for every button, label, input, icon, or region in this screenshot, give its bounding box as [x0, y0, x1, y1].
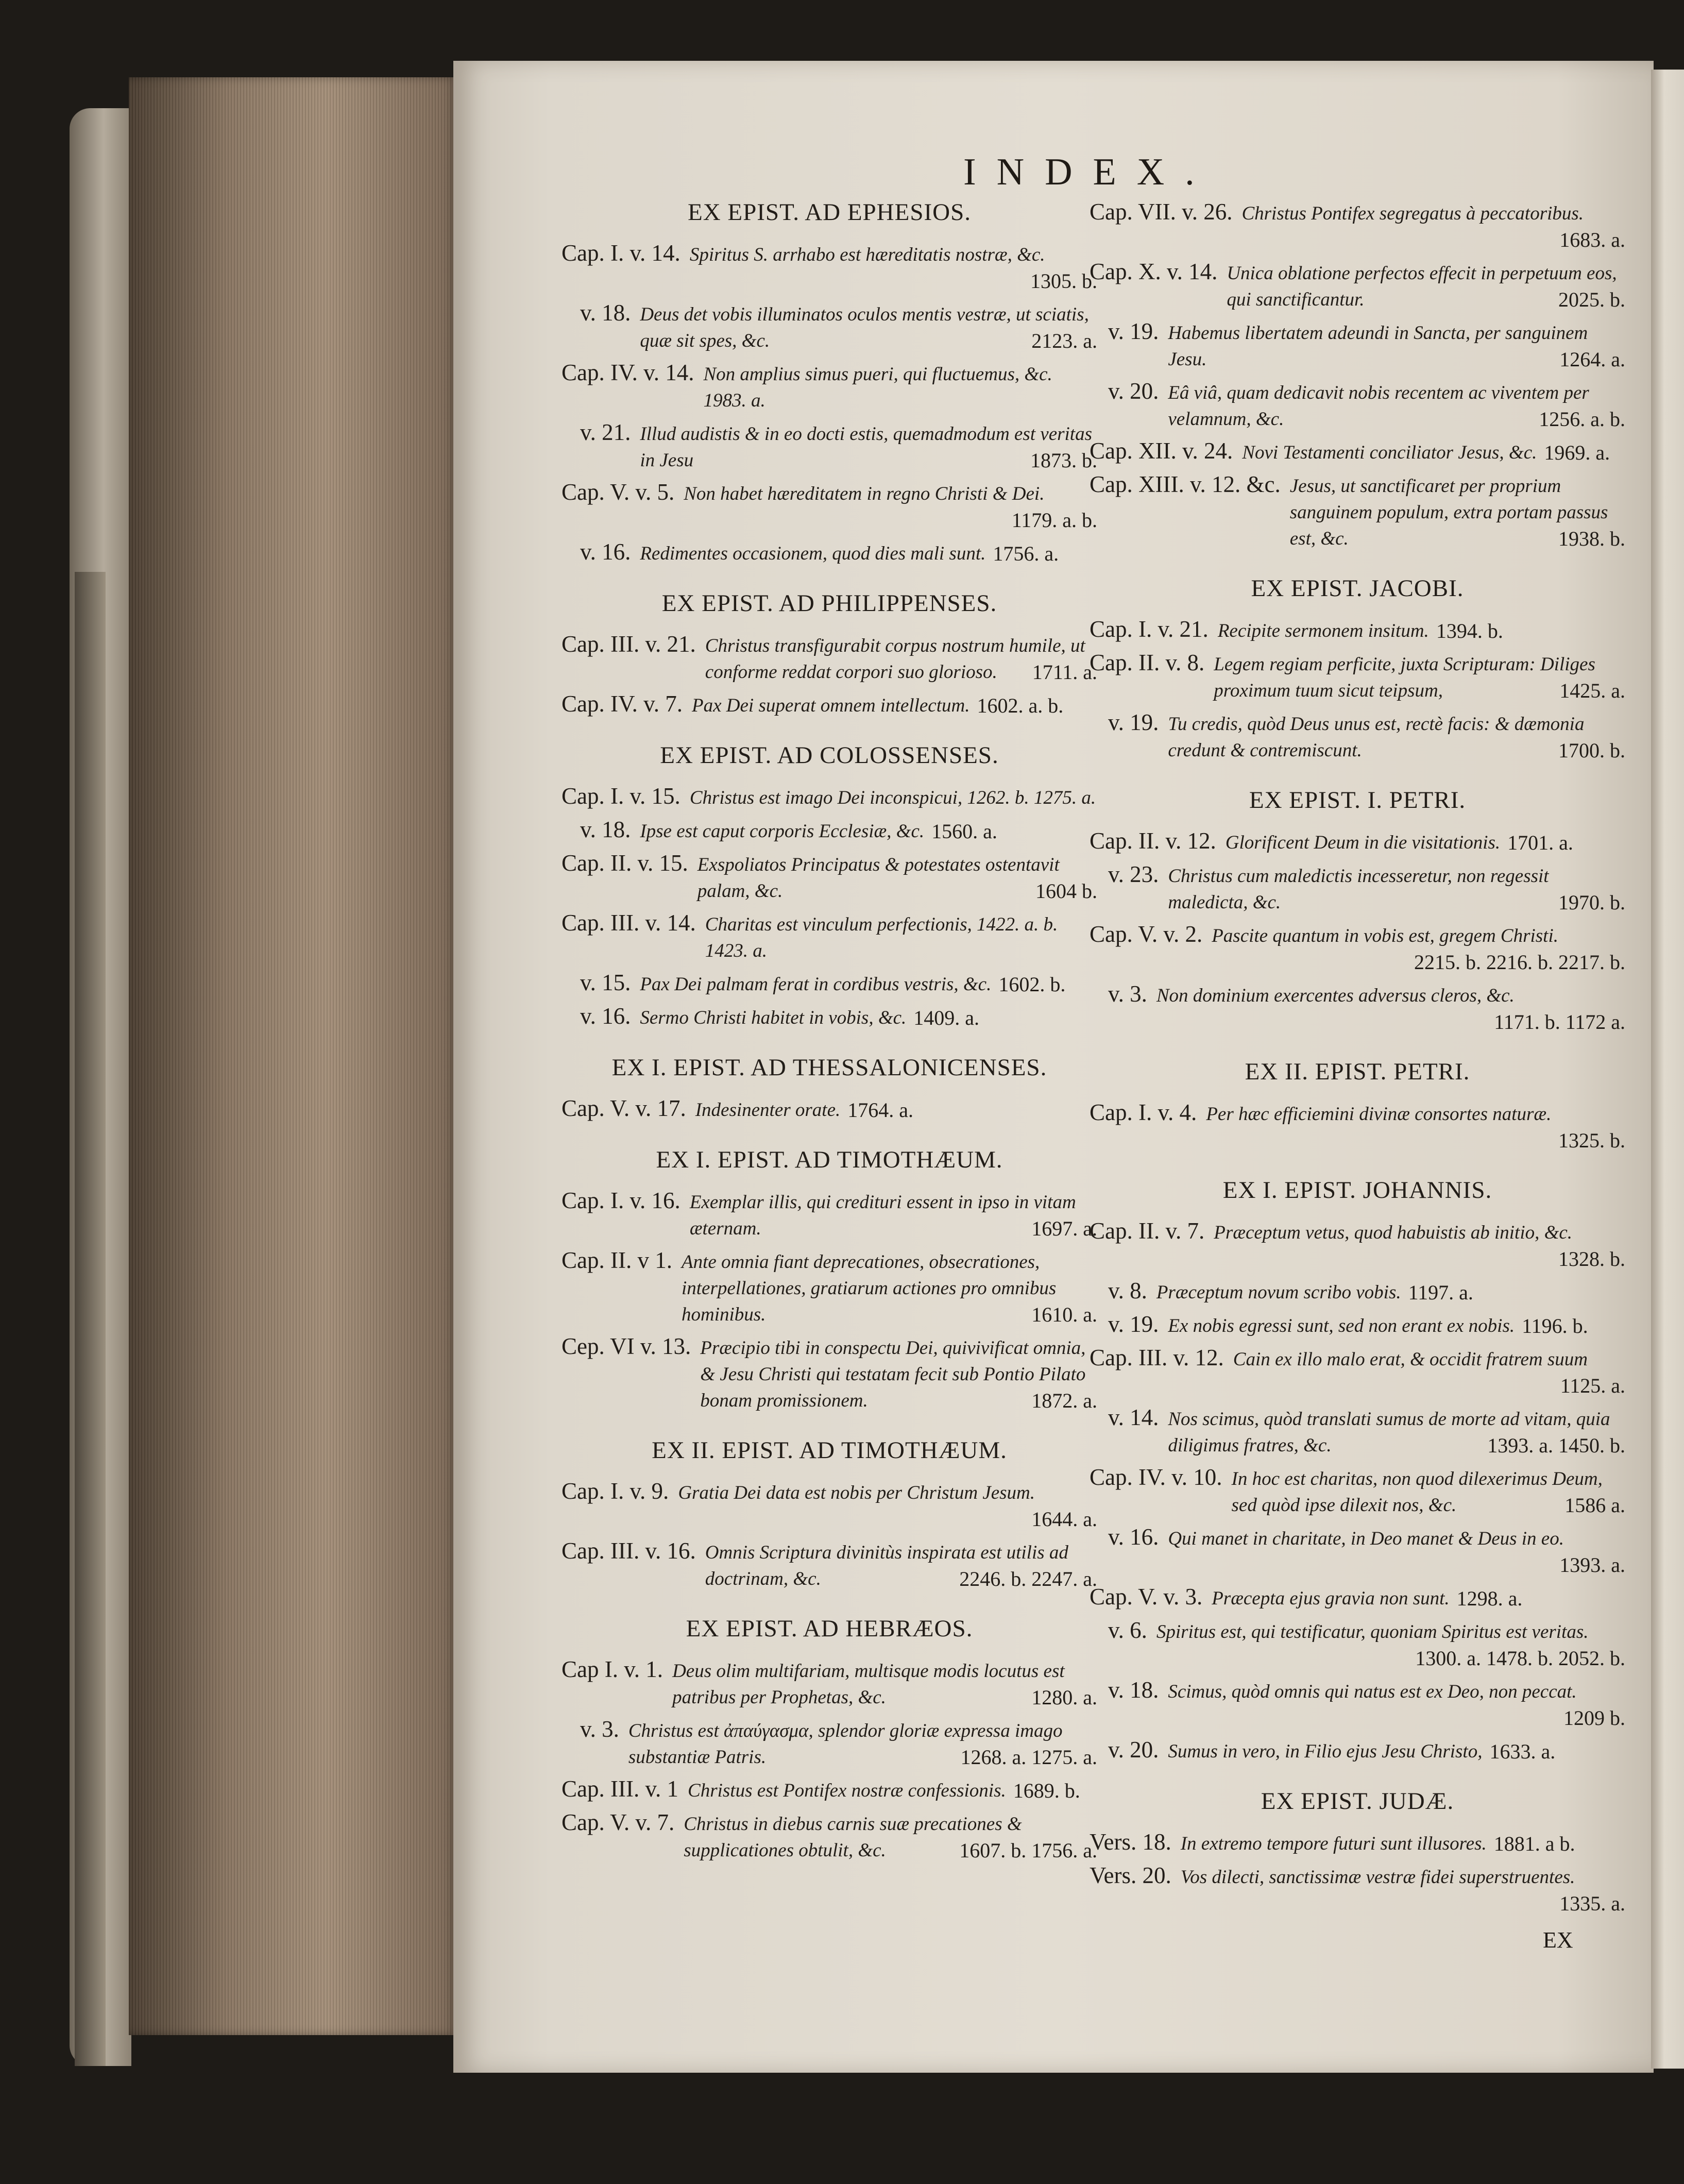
- section-title: EX EPIST. AD EPHESIOS.: [688, 199, 971, 226]
- entry-reference: Cap. X. v. 14.: [1090, 259, 1218, 284]
- entry-reference: Cap. I. v. 4.: [1090, 1099, 1197, 1125]
- entry-reference: v. 21.: [580, 419, 631, 445]
- index-entry: [1090, 1617, 1625, 1671]
- entry-text: Novi Testamenti conciliator Jesus, &c.: [1242, 442, 1537, 463]
- entry-pages: 1264. a.: [1559, 348, 1625, 371]
- index-entry: [562, 690, 1097, 719]
- index-entry: [1090, 1217, 1625, 1272]
- entry-text: Qui manet in charitate, in Deo manet & Deus in eo.: [1168, 1528, 1564, 1549]
- index-section: [562, 1436, 1097, 1592]
- index-section: [562, 741, 1097, 1031]
- entry-text: Exemplar illis, qui credituri essent in ipso in vitam æternam.: [689, 1192, 1076, 1239]
- entry-text: Præceptum vetus, quod habuistis ab initio, &c.: [1214, 1222, 1573, 1243]
- section-title: EX I. EPIST. AD THESSALONICENSES.: [611, 1054, 1047, 1081]
- entry-pages: 1586 a.: [1564, 1494, 1625, 1517]
- entry-text: Christus est ἀπαύγασμα, splendor gloriæ expressa imago substantiæ Patris.: [628, 1720, 1063, 1768]
- index-entry: [1090, 709, 1625, 764]
- entry-pages: 1409. a.: [913, 1006, 980, 1029]
- entry-text: Unica oblatione perfectos effecit in perpetuum eos, qui sanctificantur.: [1227, 263, 1617, 310]
- section-title: EX I. EPIST. AD TIMOTHÆUM.: [656, 1146, 1003, 1173]
- entry-text: Christus est Pontifex nostræ confessionis.: [688, 1780, 1006, 1801]
- entry-text: Christus Pontifex segregatus à peccatoribus.: [1241, 203, 1584, 224]
- entry-text: Redimentes occasionem, quod dies mali sunt.: [640, 543, 986, 564]
- entry-pages: 1683. a.: [1559, 228, 1625, 251]
- entry-text: Non amplius simus pueri, qui fluctuemus, &c. 1983. a.: [703, 364, 1052, 411]
- index-entry: [562, 1537, 1097, 1592]
- entry-pages: 1268. a. 1275. a.: [960, 1746, 1097, 1769]
- index-entry: [1090, 861, 1625, 916]
- entry-reference: v. 3.: [1108, 981, 1147, 1007]
- entry-pages: 1325. b.: [1558, 1129, 1625, 1152]
- index-entry: [1090, 980, 1625, 1035]
- book-cover-left: [70, 108, 131, 2066]
- entry-pages: 1602. b.: [998, 973, 1066, 996]
- cover-edge: [75, 572, 106, 2066]
- entry-reference: Vers. 18.: [1090, 1829, 1171, 1855]
- entry-text: Cain ex illo malo erat, & occidit fratrem suum: [1233, 1349, 1588, 1370]
- section-title: EX I. EPIST. JOHANNIS.: [1222, 1177, 1492, 1204]
- entry-pages: 1209 b.: [1563, 1706, 1625, 1730]
- entry-text: Præcipio tibi in conspectu Dei, quivivificat omnia, & Jesu Christi qui testatam fecit sub Pontio Pilato bonam promissionem.: [700, 1338, 1086, 1411]
- entry-text: Exspoliatos Principatus & potestates ostentavit palam, &c.: [697, 854, 1060, 902]
- index-entry: [562, 1333, 1097, 1414]
- entry-reference: v. 16.: [1108, 1524, 1159, 1550]
- entry-reference: Cap. V. v. 2.: [1090, 921, 1203, 947]
- index-entry: [562, 538, 1097, 567]
- entry-pages: 1280. a.: [1031, 1686, 1097, 1709]
- entry-text: Deus olim multifariam, multisque modis locutus est patribus per Prophetas, &c.: [672, 1661, 1065, 1708]
- entry-reference: Cap. I. v. 15.: [562, 783, 681, 809]
- entry-reference: Cap. V. v. 3.: [1090, 1584, 1203, 1610]
- entry-pages: 2215. b. 2216. b. 2217. b.: [1414, 951, 1625, 974]
- entry-text: Sermo Christi habitet in vobis, &c.: [640, 1007, 907, 1028]
- entry-text: Christus in diebus carnis suæ precationes & supplicationes obtulit, &c.: [684, 1814, 1022, 1861]
- entry-reference: v. 19.: [1108, 318, 1159, 344]
- index-entry: [562, 1095, 1097, 1123]
- index-entry: [1090, 1404, 1625, 1459]
- index-entry: [562, 850, 1097, 904]
- index-entry: [562, 1003, 1097, 1031]
- index-entry: [1090, 1736, 1625, 1765]
- entry-reference: Cap I. v. 1.: [562, 1656, 664, 1682]
- entry-pages: 1697. a.: [1031, 1217, 1097, 1240]
- section-title: EX EPIST. I. PETRI.: [1249, 787, 1466, 814]
- entry-text: In extremo tempore futuri sunt illusores.: [1180, 1833, 1487, 1854]
- entry-text: Habemus libertatem adeundi in Sancta, per sanguinem Jesu.: [1168, 323, 1588, 370]
- entry-pages: 1256. a. b.: [1539, 408, 1625, 431]
- page-stack-edge: [129, 77, 458, 2035]
- entry-reference: Cap. V. v. 5.: [562, 479, 675, 505]
- entry-text: Spiritus est, qui testificatur, quoniam Spiritus est veritas.: [1156, 1621, 1589, 1643]
- index-entry: [1090, 1099, 1625, 1154]
- index-entry: [1090, 616, 1625, 644]
- index-entry: [1090, 1583, 1625, 1612]
- index-entry: [562, 1187, 1097, 1242]
- entry-reference: Cap. V. v. 7.: [562, 1809, 675, 1835]
- entry-pages: 1633. a.: [1489, 1740, 1556, 1763]
- index-entry: [1090, 437, 1625, 466]
- entry-text: Glorificent Deum in die visitationis.: [1225, 832, 1501, 853]
- entry-text: Ante omnia fiant deprecationes, obsecrationes, interpellationes, gratiarum actiones pro omnibus hominibus.: [681, 1251, 1057, 1325]
- entry-reference: Cap. IV. v. 7.: [562, 691, 683, 717]
- entry-reference: Cap. I. v. 9.: [562, 1478, 669, 1504]
- entry-text: Omnis Scriptura divinitùs inspirata est utilis ad doctrinam, &c.: [705, 1542, 1068, 1589]
- index-entry: [1090, 1344, 1625, 1399]
- entry-reference: Cap. I. v. 16.: [562, 1188, 681, 1213]
- entry-text: Eâ viâ, quam dedicavit nobis recentem ac viventem per velamnum, &c.: [1168, 382, 1589, 430]
- entry-text: Vos dilecti, sanctissimæ vestræ fidei superstruentes.: [1180, 1867, 1575, 1888]
- entry-reference: v. 20.: [1108, 1737, 1159, 1763]
- entry-text: Deus det vobis illuminatos oculos mentis vestræ, ut sciatis, quæ sit spes, &c.: [640, 304, 1089, 351]
- entry-pages: 1305. b.: [1030, 269, 1097, 293]
- index-section: [562, 589, 1097, 719]
- index-entry: [1090, 827, 1625, 856]
- index-section: [562, 1615, 1097, 1864]
- entry-pages: 1756. a.: [993, 542, 1059, 565]
- entry-reference: v. 19.: [1108, 709, 1159, 735]
- entry-pages: 1298. a.: [1456, 1587, 1523, 1610]
- entry-pages: 1425. a.: [1559, 679, 1625, 702]
- entry-reference: Cap. III. v. 16.: [562, 1538, 696, 1564]
- index-entry: [562, 240, 1097, 294]
- entry-reference: v. 23.: [1108, 861, 1159, 887]
- entry-reference: Cap. IV. v. 14.: [562, 360, 694, 385]
- entry-pages: 1970. b.: [1558, 891, 1625, 914]
- entry-text: Legem regiam perficite, juxta Scripturam: Diliges proximum tuum sicut teipsum,: [1214, 654, 1595, 701]
- index-entry: [1090, 258, 1625, 313]
- index-entry: [1090, 1311, 1625, 1339]
- entry-text: Per hæc efficiemini divinæ consortes naturæ.: [1206, 1104, 1552, 1125]
- entry-reference: Cap. I. v. 21.: [1090, 616, 1209, 642]
- entry-reference: Cap. IV. v. 10.: [1090, 1464, 1222, 1490]
- entry-pages: 1711. a.: [1032, 661, 1097, 684]
- entry-reference: v. 16.: [580, 539, 631, 565]
- index-entry: [562, 909, 1097, 964]
- entry-reference: Cap. III. v. 12.: [1090, 1345, 1224, 1370]
- entry-text: Pax Dei superat omnem intellectum.: [692, 695, 970, 716]
- entry-text: Tu credis, quòd Deus unus est, rectè facis: & dæmonia credunt & contremiscunt.: [1168, 714, 1585, 761]
- entry-reference: Cap. VII. v. 26.: [1090, 199, 1233, 225]
- entry-pages: 1610. a.: [1031, 1303, 1097, 1326]
- index-entry: [562, 299, 1097, 354]
- entry-pages: 2246. b. 2247. a.: [959, 1567, 1097, 1590]
- right-column: [1090, 198, 1625, 1922]
- entry-reference: Cap. V. v. 17.: [562, 1095, 686, 1121]
- entry-pages: 1393. a. 1450. b.: [1487, 1434, 1625, 1457]
- entry-pages: 1560. a.: [931, 820, 997, 843]
- index-section: [562, 1146, 1097, 1414]
- facing-page-edge: [1651, 70, 1684, 2069]
- index-entry: [1090, 1677, 1625, 1731]
- index-entry: [562, 816, 1097, 844]
- index-entry: [562, 1716, 1097, 1770]
- section-title: EX II. EPIST. PETRI.: [1245, 1058, 1470, 1085]
- entry-text: Christus transfigurabit corpus nostrum humile, ut conforme reddat corpori suo glorioso.: [705, 635, 1085, 683]
- index-entry: [1090, 921, 1625, 975]
- entry-text: Ipse est caput corporis Ecclesiæ, &c.: [640, 821, 925, 842]
- index-entry: [1090, 1464, 1625, 1518]
- index-entry: [1090, 1829, 1625, 1857]
- index-section: [1090, 786, 1625, 1035]
- entry-pages: 2123. a.: [1031, 329, 1097, 352]
- entry-reference: Cap. II. v. 15.: [562, 850, 688, 876]
- entry-text: Spiritus S. arrhabo est hæreditatis nostræ, &c.: [689, 244, 1045, 265]
- index-section: [1090, 1787, 1625, 1917]
- entry-reference: Cap. II. v. 8.: [1090, 650, 1205, 675]
- entry-text: In hoc est charitas, non quod dilexerimus Deum, sed quòd ipse dilexit nos, &c.: [1231, 1468, 1603, 1516]
- entry-reference: v. 16.: [580, 1003, 631, 1029]
- index-entry: [562, 1247, 1097, 1328]
- entry-pages: 1700. b.: [1558, 739, 1625, 762]
- entry-pages: 1335. a.: [1559, 1892, 1625, 1915]
- entry-pages: 1607. b. 1756. a.: [959, 1839, 1097, 1862]
- entry-text: Scimus, quòd omnis qui natus est ex Deo, non peccat.: [1168, 1681, 1577, 1702]
- index-entry: [1090, 649, 1625, 704]
- entry-text: Charitas est vinculum perfectionis, 1422. a. b. 1423. a.: [705, 914, 1058, 961]
- entry-pages: 1179. a. b.: [1011, 509, 1097, 532]
- index-entry: [562, 1809, 1097, 1864]
- entry-pages: 1872. a.: [1031, 1389, 1097, 1412]
- entry-text: Pascite quantum in vobis est, gregem Christi.: [1212, 925, 1558, 946]
- entry-pages: 1644. a.: [1031, 1508, 1097, 1531]
- entry-pages: 1196. b.: [1522, 1314, 1588, 1338]
- section-title: EX II. EPIST. AD TIMOTHÆUM.: [652, 1437, 1007, 1464]
- entry-reference: v. 14.: [1108, 1404, 1159, 1430]
- index-entry: [1090, 318, 1625, 373]
- entry-text: Christus cum maledictis incesseretur, non regessit maledicta, &c.: [1168, 866, 1549, 913]
- entry-reference: Cep. VI v. 13.: [562, 1333, 691, 1359]
- entry-pages: 1328. b.: [1558, 1247, 1625, 1271]
- entry-reference: Cap. III. v. 21.: [562, 631, 696, 657]
- entry-pages: 1881. a b.: [1493, 1832, 1575, 1855]
- entry-text: Gratia Dei data est nobis per Christum Jesum.: [678, 1482, 1035, 1503]
- index-entry: [1090, 1523, 1625, 1578]
- entry-reference: Cap. XIII. v. 12. &c.: [1090, 471, 1281, 497]
- entry-pages: 1969. a.: [1544, 441, 1610, 464]
- entry-reference: v. 19.: [1108, 1311, 1159, 1337]
- entry-text: Jesus, ut sanctificaret per proprium sanguinem populum, extra portam passus est, &c.: [1289, 476, 1608, 549]
- index-entry: [562, 1478, 1097, 1532]
- entry-reference: v. 18.: [580, 817, 631, 842]
- entry-reference: Cap. II. v 1.: [562, 1247, 672, 1273]
- entry-text: Præcepta ejus gravia non sunt.: [1212, 1588, 1450, 1609]
- index-entry: [562, 1775, 1097, 1804]
- entry-reference: v. 20.: [1108, 378, 1159, 404]
- page-header: INDEX.: [963, 151, 1215, 193]
- index-section: [1090, 198, 1625, 552]
- entry-reference: v. 8.: [1108, 1278, 1147, 1303]
- entry-text: Nos scimus, quòd translati sumus de morte ad vitam, quia diligimus fratres, &c.: [1168, 1409, 1610, 1456]
- entry-reference: Cap. XII. v. 24.: [1090, 438, 1233, 464]
- entry-text: Præceptum novum scribo vobis.: [1156, 1282, 1401, 1303]
- index-section: [1090, 574, 1625, 764]
- entry-reference: v. 6.: [1108, 1617, 1147, 1643]
- entry-text: Non dominium exercentes adversus cleros, &c.: [1156, 985, 1515, 1006]
- index-entry: [1090, 198, 1625, 253]
- entry-reference: Cap. III. v. 14.: [562, 910, 696, 936]
- entry-reference: Cap. I. v. 14.: [562, 240, 681, 266]
- index-entry: [562, 359, 1097, 414]
- entry-text: Illud audistis & in eo docti estis, quemadmodum est veritas in Jesu: [640, 424, 1092, 471]
- entry-reference: Cap. II. v. 7.: [1090, 1218, 1205, 1244]
- entry-reference: v. 15.: [580, 970, 631, 995]
- entry-text: Ex nobis egressi sunt, sed non erant ex nobis.: [1168, 1315, 1515, 1336]
- entry-text: Christus est imago Dei inconspicui, 1262. b. 1275. a.: [689, 787, 1096, 808]
- index-entry: [562, 479, 1097, 533]
- index-entry: [1090, 378, 1625, 432]
- entry-pages: 1393. a.: [1559, 1553, 1625, 1577]
- index-entry: [1090, 471, 1625, 552]
- index-section: [562, 198, 1097, 567]
- entry-pages: 1873. b.: [1030, 449, 1097, 472]
- section-title: EX EPIST. AD COLOSSENSES.: [660, 742, 999, 769]
- entry-text: Non habet hæreditatem in regno Christi & Dei.: [684, 483, 1045, 504]
- entry-text: Pax Dei palmam ferat in cordibus vestris, &c.: [640, 974, 992, 995]
- entry-pages: 1171. b. 1172 a.: [1494, 1010, 1625, 1034]
- index-section: [562, 1054, 1097, 1123]
- entry-reference: Vers. 20.: [1090, 1863, 1171, 1888]
- index-section: [1090, 1058, 1625, 1154]
- index-entry: [562, 419, 1097, 473]
- catchword: EX: [1543, 1927, 1573, 1953]
- entry-pages: 1701. a.: [1507, 831, 1573, 854]
- section-title: EX EPIST. JUDÆ.: [1261, 1788, 1454, 1815]
- index-entry: [562, 631, 1097, 685]
- entry-reference: Cap. II. v. 12.: [1090, 828, 1216, 854]
- entry-pages: 1938. b.: [1558, 527, 1625, 550]
- entry-pages: 1197. a.: [1408, 1281, 1473, 1304]
- left-column: [562, 198, 1097, 1869]
- entry-text: Indesinenter orate.: [695, 1099, 841, 1121]
- section-title: EX EPIST. AD PHILIPPENSES.: [661, 590, 997, 617]
- entry-reference: v. 18.: [580, 300, 631, 326]
- entry-pages: 1125. a.: [1560, 1374, 1625, 1397]
- index-entry: [562, 783, 1097, 811]
- entry-pages: 1604 b.: [1035, 879, 1097, 903]
- entry-pages: 1602. a. b.: [977, 694, 1064, 717]
- index-entry: [1090, 1277, 1625, 1306]
- index-section: [1090, 1176, 1625, 1765]
- entry-pages: 1689. b.: [1013, 1779, 1080, 1802]
- entry-reference: v. 18.: [1108, 1677, 1159, 1703]
- entry-pages: 1394. b.: [1436, 619, 1503, 642]
- entry-reference: v. 3.: [580, 1716, 619, 1742]
- index-entry: [1090, 1862, 1625, 1917]
- entry-text: Sumus in vero, in Filio ejus Jesu Christo,: [1168, 1741, 1483, 1762]
- index-entry: [562, 1656, 1097, 1711]
- section-title: EX EPIST. JACOBI.: [1251, 575, 1464, 602]
- entry-text: Recipite sermonem insitum.: [1217, 620, 1429, 641]
- section-title: EX EPIST. AD HEBRÆOS.: [686, 1615, 973, 1642]
- entry-pages: 1300. a. 1478. b. 2052. b.: [1415, 1647, 1625, 1670]
- entry-pages: 1764. a.: [847, 1098, 914, 1122]
- entry-pages: 2025. b.: [1558, 288, 1625, 311]
- entry-reference: Cap. III. v. 1: [562, 1776, 679, 1802]
- index-entry: [562, 969, 1097, 997]
